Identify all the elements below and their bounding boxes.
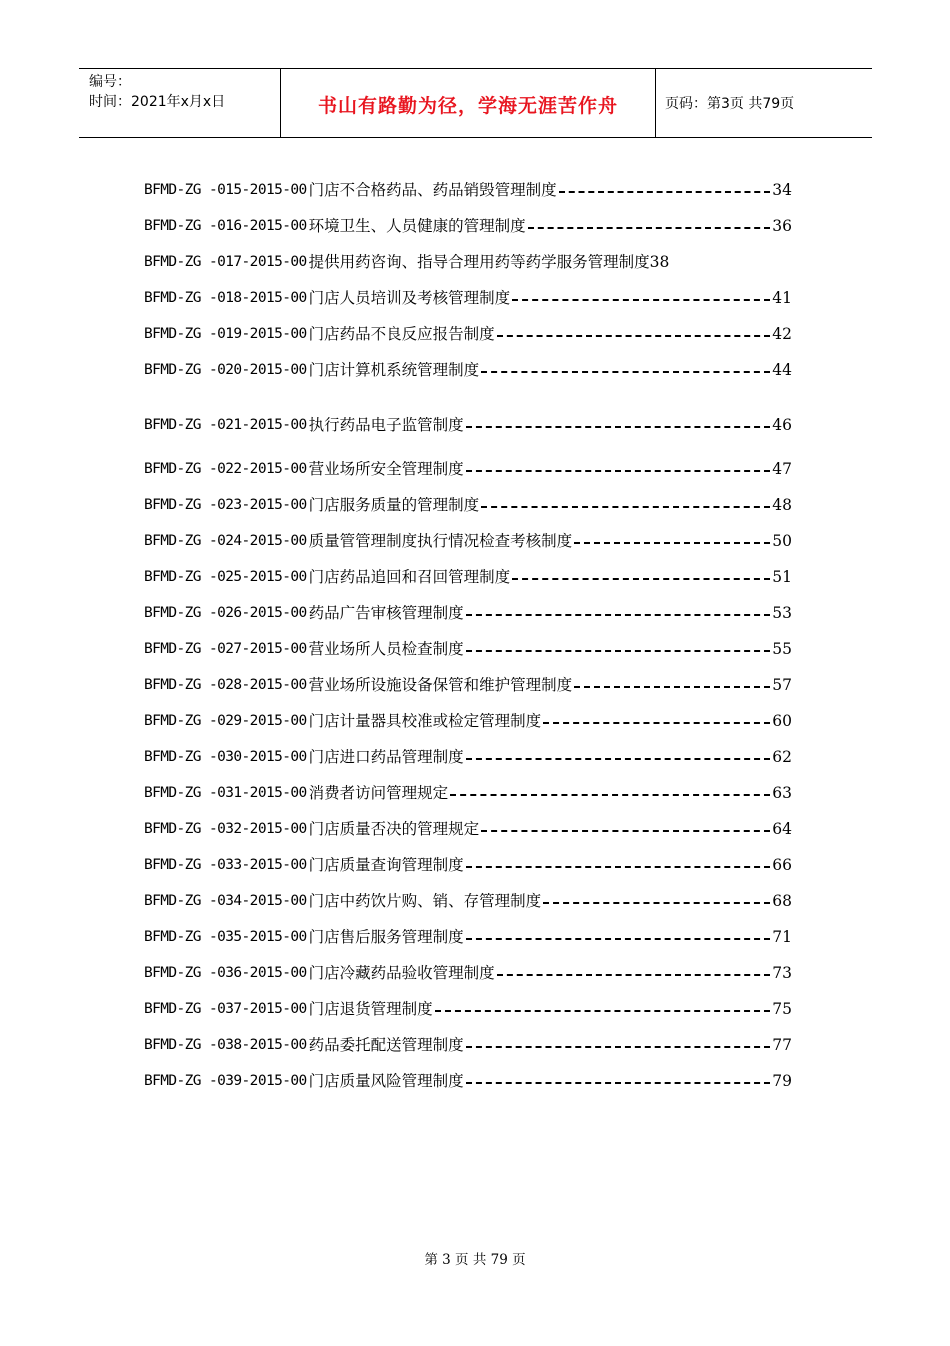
- toc-entry[interactable]: [144, 523, 792, 559]
- toc-entry-code: BFMD-ZG -023-2015-00: [144, 497, 307, 513]
- toc-dot-leader: [528, 225, 771, 229]
- toc-entry-title: 环境卫生、人员健康的管理制度: [308, 217, 526, 235]
- toc-entry-code: BFMD-ZG -026-2015-00: [144, 605, 307, 621]
- toc-dot-leader: [466, 468, 771, 472]
- toc-entry-code: BFMD-ZG -035-2015-00: [144, 929, 307, 945]
- toc-dot-leader: [481, 369, 770, 373]
- toc-entry[interactable]: [144, 1027, 792, 1063]
- toc-entry-page: 48: [772, 496, 792, 514]
- toc-entry[interactable]: [144, 352, 792, 388]
- toc-entry-title: 提供用药咨询、指导合理用药等药学服务管理制度: [308, 253, 650, 271]
- toc-entry[interactable]: [144, 451, 792, 487]
- toc-dot-leader: [574, 684, 770, 688]
- toc-entry-page: 73: [772, 964, 792, 982]
- toc-entry[interactable]: [144, 775, 792, 811]
- toc-entry-title: 门店药品追回和召回管理制度: [308, 568, 511, 586]
- toc-entry-code: BFMD-ZG -024-2015-00: [144, 533, 307, 549]
- toc-entry[interactable]: [144, 739, 792, 775]
- toc-entry[interactable]: [144, 208, 792, 244]
- toc-entry-code: BFMD-ZG -039-2015-00: [144, 1073, 307, 1089]
- toc-entry[interactable]: [144, 595, 792, 631]
- toc-dot-leader: [466, 864, 771, 868]
- toc-entry-code: BFMD-ZG -018-2015-00: [144, 290, 307, 306]
- toc-entry-title: 门店质量查询管理制度: [308, 856, 464, 874]
- toc-dot-leader: [466, 756, 771, 760]
- table-of-contents: [144, 172, 792, 1099]
- toc-entry-page: 55: [772, 640, 792, 658]
- document-time: 时间：2021年x月x日: [89, 94, 226, 110]
- toc-entry-code: BFMD-ZG -037-2015-00: [144, 1001, 307, 1017]
- toc-entry-code: BFMD-ZG -030-2015-00: [144, 749, 307, 765]
- page-header: [79, 68, 872, 138]
- toc-entry[interactable]: [144, 919, 792, 955]
- toc-entry-page: 63: [772, 784, 792, 802]
- toc-entry-code: BFMD-ZG -022-2015-00: [144, 461, 307, 477]
- toc-dot-leader: [497, 972, 771, 976]
- header-motto: 书山有路勤为径，学海无涯苦作舟: [317, 94, 618, 117]
- toc-entry-title: 门店服务质量的管理制度: [308, 496, 480, 514]
- toc-dot-leader: [481, 828, 770, 832]
- toc-dot-leader: [466, 612, 771, 616]
- toc-entry[interactable]: [144, 559, 792, 595]
- toc-entry-title: 营业场所人员检查制度: [308, 640, 464, 658]
- toc-entry-title: 质量管管理制度执行情况检查考核制度: [308, 532, 573, 550]
- toc-dot-leader: [543, 900, 770, 904]
- toc-entry-page: 66: [772, 856, 792, 874]
- toc-dot-leader: [466, 936, 771, 940]
- toc-dot-leader: [559, 189, 771, 193]
- toc-entry[interactable]: [144, 316, 792, 352]
- toc-entry-code: BFMD-ZG -021-2015-00: [144, 417, 307, 433]
- toc-entry-code: BFMD-ZG -017-2015-00: [144, 254, 307, 270]
- toc-entry-title: 执行药品电子监管制度: [308, 416, 464, 434]
- toc-entry-page: 60: [772, 712, 792, 730]
- toc-entry-page: 42: [772, 325, 792, 343]
- toc-entry-page: 46: [772, 416, 792, 434]
- toc-entry-code: BFMD-ZG -029-2015-00: [144, 713, 307, 729]
- toc-entry-page: 53: [772, 604, 792, 622]
- toc-entry-code: BFMD-ZG -033-2015-00: [144, 857, 307, 873]
- toc-entry-page: 38: [649, 253, 670, 271]
- toc-dot-leader: [466, 1044, 771, 1048]
- toc-entry-title: 门店退货管理制度: [308, 1000, 433, 1018]
- toc-entry-title: 药品广告审核管理制度: [308, 604, 464, 622]
- toc-dot-leader: [466, 424, 771, 428]
- toc-dot-leader: [466, 1080, 771, 1084]
- toc-entry-page: 51: [772, 568, 792, 586]
- toc-entry-page: 57: [772, 676, 792, 694]
- toc-entry-page: 47: [772, 460, 792, 478]
- toc-entry-page: 44: [772, 361, 792, 379]
- toc-dot-leader: [497, 333, 771, 337]
- toc-entry[interactable]: [144, 1063, 792, 1099]
- toc-entry-code: BFMD-ZG -032-2015-00: [144, 821, 307, 837]
- toc-entry-title: 药品委托配送管理制度: [308, 1036, 464, 1054]
- toc-entry[interactable]: [144, 991, 792, 1027]
- toc-entry-page: 75: [772, 1000, 792, 1018]
- toc-entry-title: 门店售后服务管理制度: [308, 928, 464, 946]
- toc-entry-code: BFMD-ZG -016-2015-00: [144, 218, 307, 234]
- toc-entry-code: BFMD-ZG -027-2015-00: [144, 641, 307, 657]
- toc-entry-title: 门店不合格药品、药品销毁管理制度: [308, 181, 557, 199]
- toc-entry-page: 68: [772, 892, 792, 910]
- toc-entry-page: 41: [772, 289, 792, 307]
- toc-entry-title: 门店冷藏药品验收管理制度: [308, 964, 495, 982]
- toc-entry-title: 消费者访问管理规定: [308, 784, 449, 802]
- toc-dot-leader: [512, 576, 770, 580]
- toc-entry-title: 门店人员培训及考核管理制度: [308, 289, 511, 307]
- toc-entry-code: BFMD-ZG -038-2015-00: [144, 1037, 307, 1053]
- page-footer: 第 3 页 共 79 页: [424, 1252, 526, 1268]
- toc-entry-page: 77: [772, 1036, 792, 1054]
- toc-entry-title: 门店中药饮片购、销、存管理制度: [308, 892, 542, 910]
- toc-entry-page: 71: [772, 928, 792, 946]
- toc-entry-page: 62: [772, 748, 792, 766]
- toc-entry-title: 营业场所设施设备保管和维护管理制度: [308, 676, 573, 694]
- toc-dot-leader: [466, 648, 771, 652]
- header-page-info: 页码：第3页 共79页: [665, 96, 795, 112]
- toc-entry-title: 门店进口药品管理制度: [308, 748, 464, 766]
- toc-entry[interactable]: [144, 244, 792, 280]
- toc-entry[interactable]: [144, 955, 792, 991]
- toc-entry[interactable]: [144, 811, 792, 847]
- toc-entry[interactable]: [144, 667, 792, 703]
- toc-entry-code: BFMD-ZG -028-2015-00: [144, 677, 307, 693]
- toc-dot-leader: [450, 792, 770, 796]
- toc-entry-title: 门店质量风险管理制度: [308, 1072, 464, 1090]
- toc-entry-title: 门店计算机系统管理制度: [308, 361, 480, 379]
- toc-entry-code: BFMD-ZG -034-2015-00: [144, 893, 307, 909]
- toc-entry-page: 79: [772, 1072, 792, 1090]
- toc-entry[interactable]: [144, 280, 792, 316]
- toc-entry-title: 门店质量否决的管理规定: [308, 820, 480, 838]
- toc-entry-page: 36: [772, 217, 792, 235]
- toc-entry-code: BFMD-ZG -019-2015-00: [144, 326, 307, 342]
- toc-entry-title: 门店药品不良反应报告制度: [308, 325, 495, 343]
- toc-entry-code: BFMD-ZG -031-2015-00: [144, 785, 307, 801]
- toc-entry-code: BFMD-ZG -020-2015-00: [144, 362, 307, 378]
- toc-entry-title: 门店计量器具校准或检定管理制度: [308, 712, 542, 730]
- document-number-label: 编号：: [89, 74, 131, 90]
- header-divider: [655, 69, 656, 137]
- toc-entry[interactable]: [144, 883, 792, 919]
- header-meta: [89, 72, 279, 112]
- toc-entry[interactable]: [144, 407, 792, 443]
- toc-entry[interactable]: [144, 631, 792, 667]
- toc-entry-title: 营业场所安全管理制度: [308, 460, 464, 478]
- toc-entry-code: BFMD-ZG -025-2015-00: [144, 569, 307, 585]
- toc-entry-page: 34: [772, 181, 792, 199]
- toc-entry-page: 50: [772, 532, 792, 550]
- toc-entry[interactable]: [144, 847, 792, 883]
- toc-dot-leader: [435, 1008, 771, 1012]
- toc-entry[interactable]: [144, 703, 792, 739]
- toc-entry-code: BFMD-ZG -015-2015-00: [144, 182, 307, 198]
- toc-entry[interactable]: [144, 172, 792, 208]
- toc-dot-leader: [543, 720, 770, 724]
- toc-entry-code: BFMD-ZG -036-2015-00: [144, 965, 307, 981]
- toc-dot-leader: [512, 297, 770, 301]
- toc-entry-page: 64: [772, 820, 792, 838]
- toc-dot-leader: [481, 504, 770, 508]
- toc-dot-leader: [574, 540, 770, 544]
- toc-entry[interactable]: [144, 487, 792, 523]
